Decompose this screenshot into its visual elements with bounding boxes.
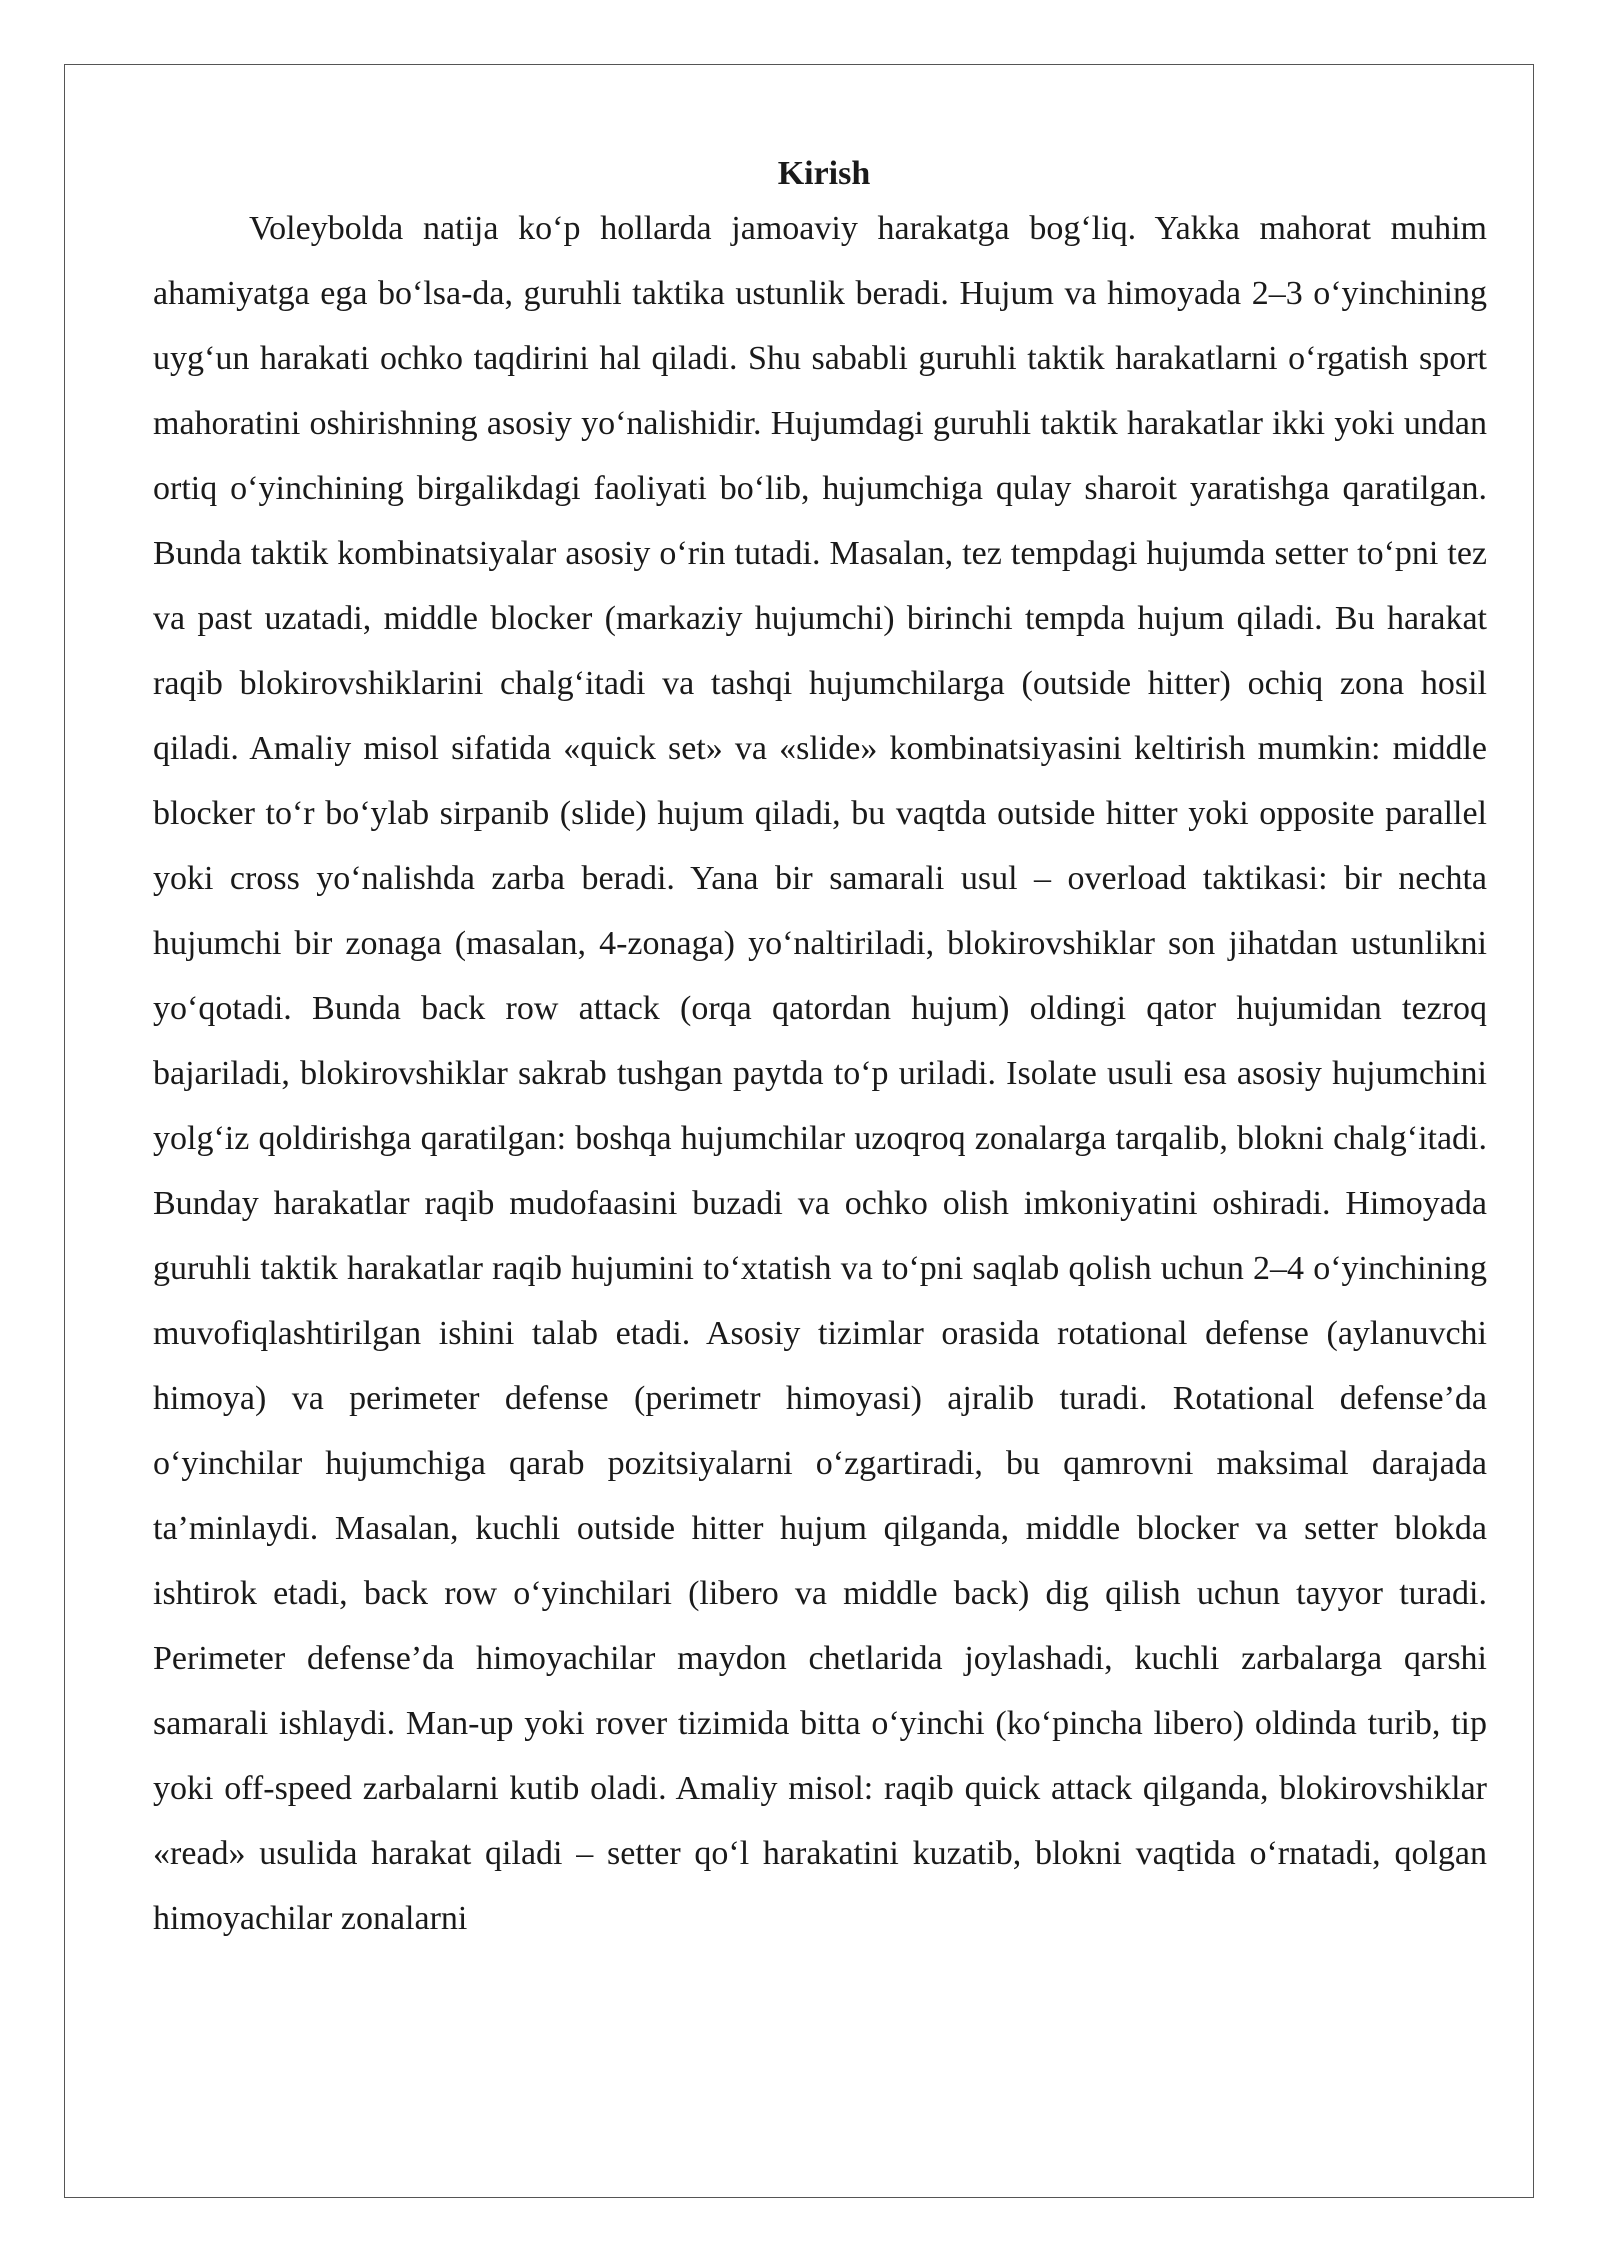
document-body — [153, 152, 1487, 1951]
page-title: Kirish — [777, 155, 871, 192]
body-paragraph: Voleybolda natija ko‘p hollarda jamoaviy harakatga bog‘liq. Yakka mahorat muhim ahamiyatga ega bo‘lsa-da, guruhli taktika ustunlik beradi. Hujum va himoyada 2–3 o‘yinchining uyg‘un harakati ochko taqdirini hal qiladi. Shu sababli guruhli taktik harakatlarni o‘rgatish sport mahoratini oshirishning asosiy yo‘nalishidir. Hujumdagi guruhli taktik harakatlar ikki yoki undan ortiq o‘yinchining birgalikdagi faoliyati bo‘lib, hujumchiga qulay sharoit yaratishga qaratilgan. Bunda taktik kombinatsiyalar asosiy o‘rin tutadi. Masalan, tez tempdagi hujumda setter to‘pni tez va past uzatadi, middle blocker (markaziy hujumchi) birinchi tempda hujum qiladi. Bu harakat raqib blokirovshiklarini chalg‘itadi va tashqi hujumchilarga (outside hitter) ochiq zona hosil qiladi. Amaliy misol sifatida «quick set» va «slide» kombinatsiyasini keltirish mumkin: middle blocker to‘r bo‘ylab sirpanib (slide) hujum qiladi, bu vaqtda outside hitter yoki opposite parallel yoki cross yo‘nalishda zarba beradi. Yana bir samarali usul – overload taktikasi: bir nechta hujumchi bir zonaga (masalan, 4-zonaga) yo‘naltiriladi, blokirovshiklar son jihatdan ustunlikni yo‘qotadi. Bunda back row attack (orqa qatordan hujum) oldingi qator hujumidan tezroq bajariladi, blokirovshiklar sakrab tushgan paytda to‘p uriladi. Isolate usuli esa asosiy hujumchini yolg‘iz qoldirishga qaratilgan: boshqa hujumchilar uzoqroq zonalarga tarqalib, blokni chalg‘itadi. Bunday harakatlar raqib mudofaasini buzadi va ochko olish imkoniyatini oshiradi. Himoyada guruhli taktik harakatlar raqib hujumini to‘xtatish va to‘pni saqlab qolish uchun 2–4 o‘yinchining muvofiqlashtirilgan ishini talab etadi. Asosiy tizimlar orasida rotational defense (aylanuvchi himoya) va perimeter defense (perimetr himoyasi) ajralib turadi. Rotational defense’da o‘yinchilar hujumchiga qarab pozitsiyalarni o‘zgartiradi, bu qamrovni maksimal darajada ta’minlaydi. Masalan, kuchli outside hitter hujum qilganda, middle blocker va setter blokda ishtirok etadi, back row o‘yinchilari (libero va middle back) dig qilish uchun tayyor turadi. Perimeter defense’da himoyachilar maydon chetlarida joylashadi, kuchli zarbalarga qarshi samarali ishlaydi. Man-up yoki rover tizimida bitta o‘yinchi (ko‘pincha libero) oldinda turib, tip yoki off-speed zarbalarni kutib oladi. Amaliy misol: raqib quick attack qilganda, blokirovshiklar «read» usulida harakat qiladi – setter qo‘l harakatini kuzatib, blokni vaqtida o‘rnatadi, qolgan himoyachilar zonalarni — [153, 210, 1487, 1937]
